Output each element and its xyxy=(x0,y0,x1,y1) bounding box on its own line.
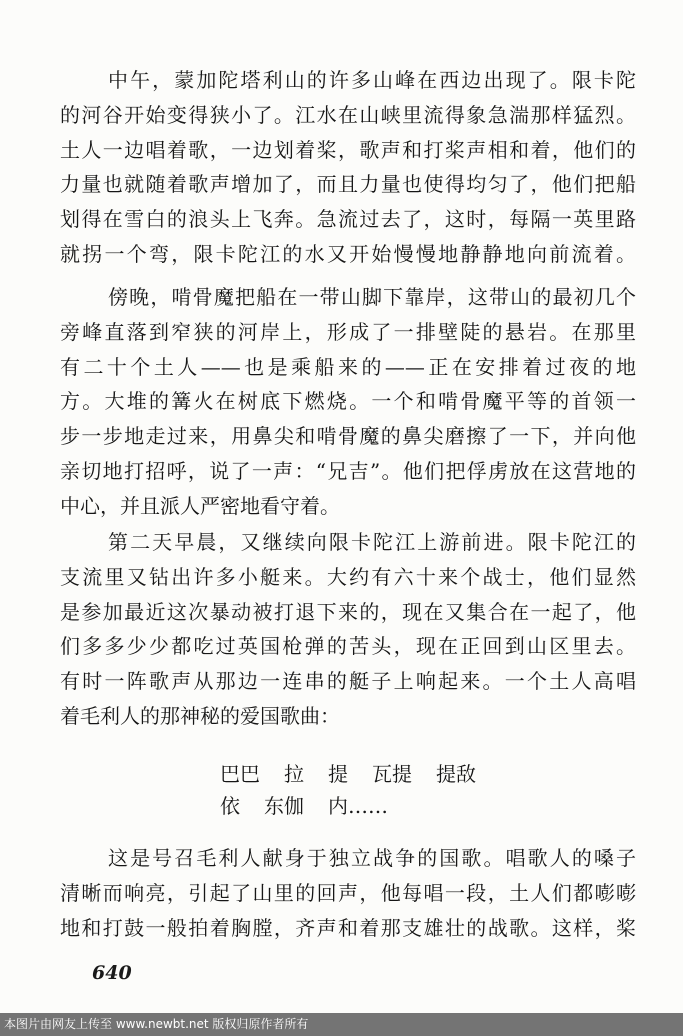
song-word: 巴巴 xyxy=(220,762,260,786)
text-line: 支流里又钻出许多小艇来。大约有六十来个战士，他们显然 xyxy=(60,564,636,589)
song-word: 内…… xyxy=(328,794,388,818)
paragraph-2 xyxy=(60,280,636,524)
text-line: 们多多少少都吃过英国枪弹的苦头，现在正回到山区里去。 xyxy=(60,634,636,659)
song-word: 依 xyxy=(220,794,240,818)
text-line: 力量也就随着歌声增加了，而且力量也使得均匀了，他们把船 xyxy=(60,172,636,197)
text-line: 就拐一个弯，限卡陀江的水又开始慢慢地静静地向前流着。 xyxy=(60,241,636,266)
paragraph-4 xyxy=(60,841,636,945)
text-line: 着毛利人的那神秘的爱国歌曲： xyxy=(60,703,340,728)
song-word: 提敌 xyxy=(436,762,476,786)
text-line: 傍晚，啃骨魔把船在一带山脚下靠岸，这带山的最初几个 xyxy=(108,285,636,309)
text-line: 是参加最近这次暴动被打退下来的，现在又集合在一起了，他 xyxy=(60,599,636,624)
song-line xyxy=(220,758,476,790)
song-lyrics xyxy=(220,758,476,822)
text-line: 清晰而响亮，引起了山里的回声，他每唱一段，土人们都嘭嘭 xyxy=(60,880,636,905)
song-word: 提 xyxy=(328,762,348,786)
paragraph-3 xyxy=(60,525,636,734)
song-line xyxy=(220,790,476,822)
text-line: 中心，并且派人严密地看守着。 xyxy=(60,493,340,518)
text-line: 第二天早晨，又继续向限卡陀江上游前进。限卡陀江的 xyxy=(108,530,636,554)
text-line: 中午，蒙加陀塔利山的许多山峰在西边出现了。限卡陀 xyxy=(108,68,636,92)
text-line: 土人一边唱着歌，一边划着桨，歌声和打桨声相和着，他们的 xyxy=(60,137,636,162)
watermark-text: 本图片由网友上传至 www.newbt.net 版权归原作者所有 xyxy=(4,1017,309,1031)
text-line: 有二十个土人——也是乘船来的——正在安排着过夜的地 xyxy=(60,354,636,379)
text-line: 步一步地走过来，用鼻尖和啃骨魔的鼻尖磨擦了一下，并向他 xyxy=(60,424,636,449)
song-word: 瓦提 xyxy=(372,762,412,786)
text-line: 这是号召毛利人献身于独立战争的国歌。唱歌人的嗓子 xyxy=(108,846,636,870)
text-line: 旁峰直落到窄狭的河岸上，形成了一排壁陡的悬岩。在那里 xyxy=(60,319,636,344)
text-line: 划得在雪白的浪头上飞奔。急流过去了，这时，每隔一英里路 xyxy=(60,207,636,232)
watermark-bar xyxy=(0,1013,683,1036)
text-line: 的河谷开始变得狭小了。江水在山峡里流得象急湍那样猛烈。 xyxy=(60,102,636,127)
song-word: 拉 xyxy=(284,762,304,786)
song-word: 东伽 xyxy=(264,794,304,818)
text-line: 有时一阵歌声从那边一连串的艇子上响起来。一个土人高唱 xyxy=(60,669,636,694)
page-number: 640 xyxy=(92,962,132,984)
text-line: 亲切地打招呼，说了一声：“兄吉”。他们把俘虏放在这营地的 xyxy=(60,458,636,483)
paragraph-1 xyxy=(60,63,636,272)
text-line: 方。大堆的篝火在树底下燃烧。一个和啃骨魔平等的首领一 xyxy=(60,389,636,414)
text-line: 地和打鼓一般拍着胸膛，齐声和着那支雄壮的战歌。这样，桨 xyxy=(60,915,636,940)
